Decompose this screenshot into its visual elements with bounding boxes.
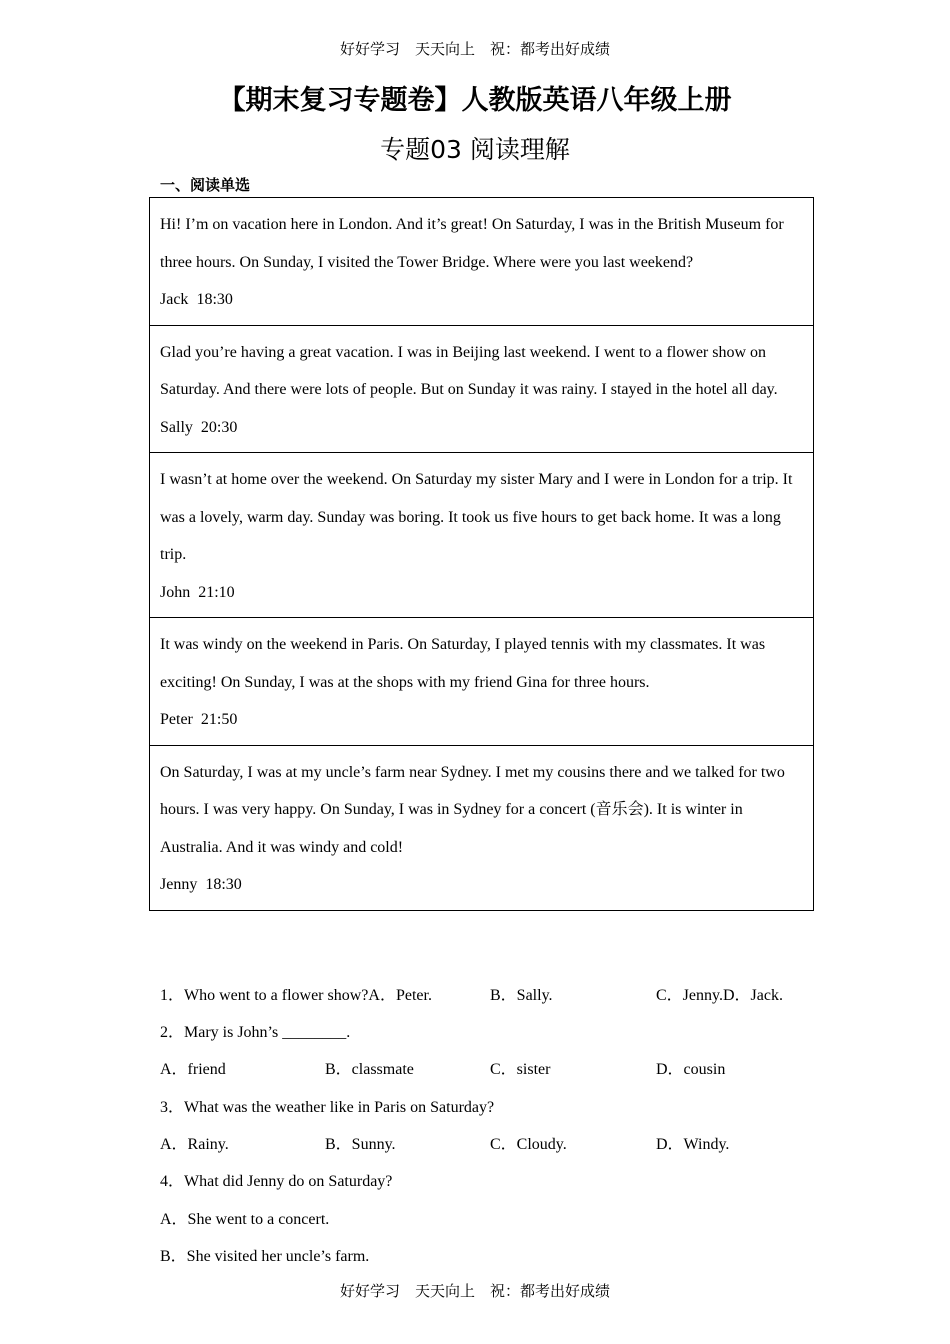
question-2-stem: 2．Mary is John’s ________. bbox=[160, 1024, 351, 1041]
message-cell bbox=[150, 198, 814, 326]
message-cell bbox=[150, 453, 814, 618]
question-3-option-b[interactable]: B．Sunny. bbox=[325, 1136, 396, 1153]
section-heading: 一、阅读单选 bbox=[160, 176, 251, 194]
question-2-option-c[interactable]: C．sister bbox=[490, 1061, 551, 1078]
message-signature bbox=[160, 574, 803, 612]
page-title: 【期末复习专题卷】人教版英语八年级上册 bbox=[218, 85, 732, 116]
message-signature bbox=[160, 701, 803, 739]
question-3-option-d[interactable]: D．Windy. bbox=[656, 1136, 730, 1153]
message-text: I wasn’t at home over the weekend. On Saturday my sister Mary and I were in London for a trip. It was a lovely, warm day. Sunday was boring. It took us five hours to get back home. It was a long trip. bbox=[160, 471, 793, 563]
message-cell bbox=[150, 618, 814, 746]
question-4-option-a[interactable]: A．She went to a concert. bbox=[160, 1211, 330, 1228]
message-text: On Saturday, I was at my uncle’s farm near Sydney. I met my cousins there and we talked for two hours. I was very happy. On Sunday, I was in Sydney for a concert (音乐会). It is winter in Australia. And it was windy and cold! bbox=[160, 763, 785, 856]
question-4-stem: 4．What did Jenny do on Saturday? bbox=[160, 1173, 393, 1190]
message-row bbox=[150, 198, 814, 326]
message-signature bbox=[160, 281, 803, 319]
question-3-stem: 3．What was the weather like in Paris on Saturday? bbox=[160, 1099, 495, 1116]
question-3-option-c[interactable]: C．Cloudy. bbox=[490, 1136, 567, 1153]
messages-table bbox=[149, 197, 814, 911]
message-author: John bbox=[160, 583, 191, 601]
message-author: Peter bbox=[160, 711, 193, 728]
message-time: 21:50 bbox=[200, 711, 238, 728]
message-time: 20:30 bbox=[200, 418, 238, 436]
question-1-option-b[interactable]: B．Sally. bbox=[490, 987, 553, 1004]
page-header: 好好学习 天天向上 祝：都考出好成绩 bbox=[339, 40, 610, 58]
message-time: 21:10 bbox=[198, 583, 235, 601]
question-2-option-d[interactable]: D．cousin bbox=[656, 1061, 726, 1078]
message-row bbox=[150, 745, 814, 910]
message-signature bbox=[160, 866, 803, 904]
message-text: Glad you’re having a great vacation. I was in Beijing last weekend. I went to a flower show on Saturday. And there were lots of people. But on Sunday it was rainy. I stayed in the hotel all day. bbox=[160, 343, 778, 398]
message-row bbox=[150, 453, 814, 618]
message-text: Hi! I’m on vacation here in London. And it’s great! On Saturday, I was in the British Museum for three hours. On Sunday, I visited the Tower Bridge. Where were you last weekend? bbox=[160, 216, 784, 271]
message-row bbox=[150, 325, 814, 453]
question-1-option-cd[interactable]: C．Jenny.D．Jack. bbox=[656, 987, 783, 1004]
message-author: Jack bbox=[160, 291, 189, 308]
message-time: 18:30 bbox=[196, 291, 233, 308]
page-footer: 好好学习 天天向上 祝：都考出好成绩 bbox=[339, 1282, 610, 1300]
message-text: It was windy on the weekend in Paris. On Saturday, I played tennis with my classmates. It was exciting! On Sunday, I was at the shops with my friend Gina for three hours. bbox=[160, 636, 766, 691]
message-signature bbox=[160, 409, 803, 447]
question-2-option-a[interactable]: A．friend bbox=[160, 1061, 226, 1078]
message-author: Jenny bbox=[160, 876, 198, 893]
question-4-option-b[interactable]: B．She visited her uncle’s farm. bbox=[160, 1248, 370, 1265]
message-author: Sally bbox=[160, 418, 193, 436]
message-cell bbox=[150, 325, 814, 453]
question-3-option-a[interactable]: A．Rainy. bbox=[160, 1136, 229, 1153]
page-subtitle: 专题03 阅读理解 bbox=[380, 135, 570, 164]
message-row bbox=[150, 618, 814, 746]
message-cell bbox=[150, 745, 814, 910]
question-2-option-b[interactable]: B．classmate bbox=[325, 1061, 414, 1078]
message-time: 18:30 bbox=[205, 876, 242, 893]
question-1-stem: 1．Who went to a flower show?A．Peter. bbox=[160, 987, 432, 1004]
